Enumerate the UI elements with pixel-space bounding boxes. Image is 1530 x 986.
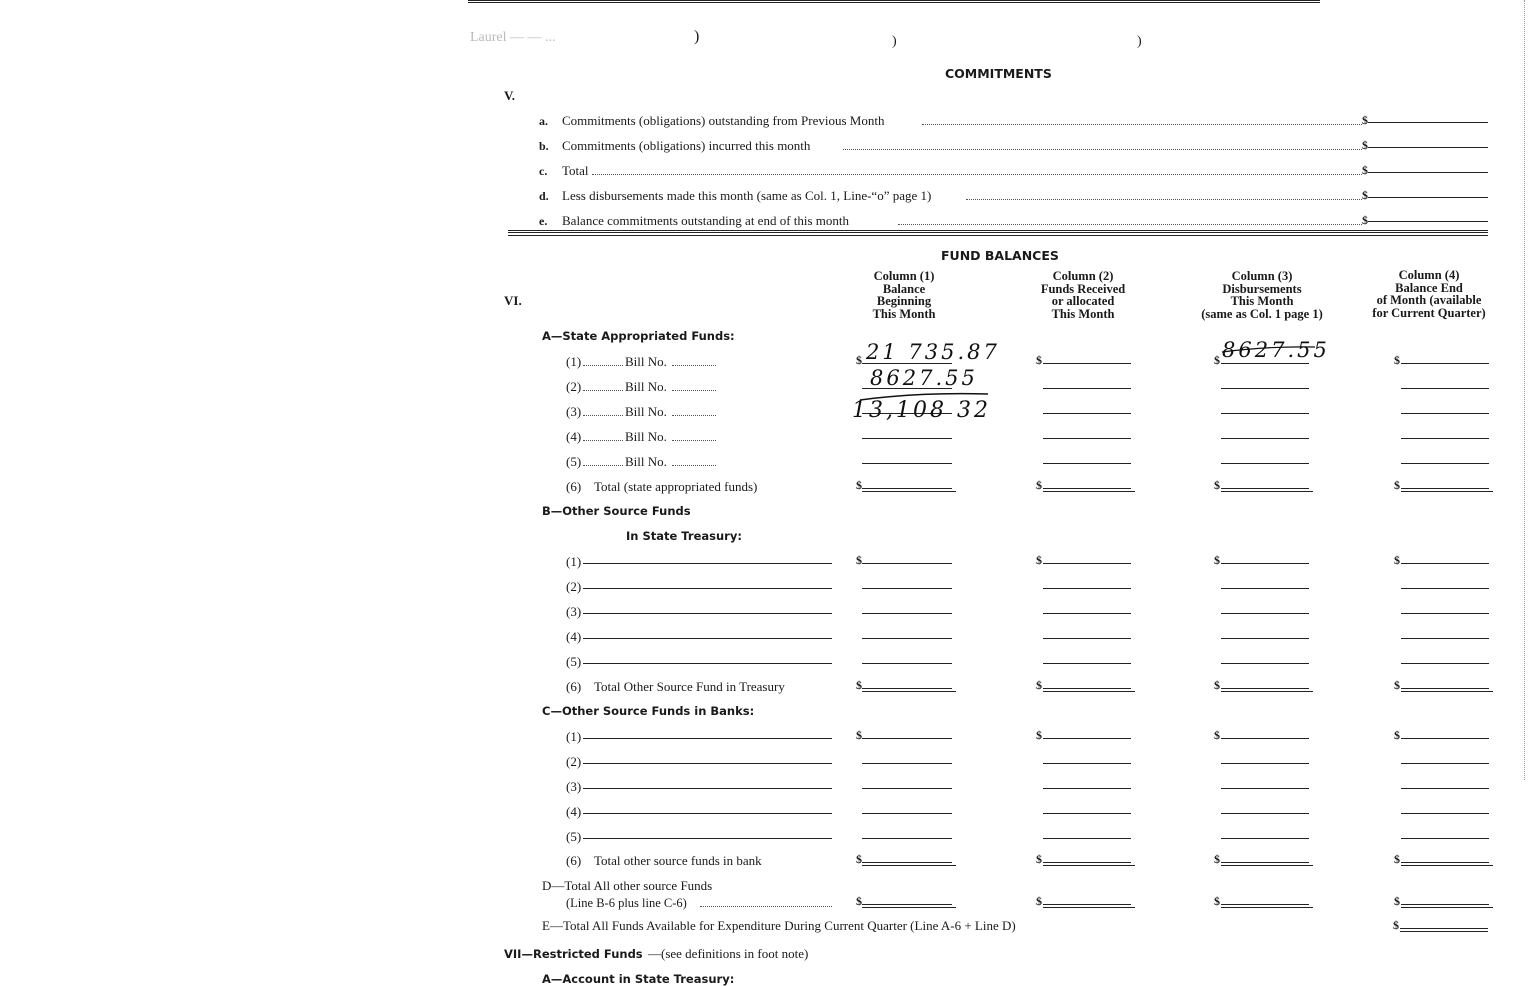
amount-field[interactable] <box>1400 928 1488 929</box>
scan-edge <box>1524 0 1526 780</box>
scan-header-text: Laurel — — ... <box>470 30 556 45</box>
amount-field-col1[interactable] <box>862 563 952 564</box>
row-label: Total (state appropriated funds) <box>594 479 758 494</box>
amount-field-col3[interactable] <box>1221 904 1309 905</box>
amount-field-col1[interactable] <box>862 663 952 664</box>
amount-field-col3[interactable] <box>1221 738 1309 739</box>
dollar-sign: $ <box>1394 678 1400 692</box>
dollar-sign: $ <box>856 353 862 367</box>
dollar-sign: $ <box>1394 553 1400 567</box>
amount-field-col2[interactable] <box>1043 838 1131 839</box>
line-letter: d. <box>539 189 549 203</box>
amount-field-underline <box>862 907 956 908</box>
amount-field-col1[interactable] <box>862 588 952 589</box>
amount-field[interactable] <box>1368 172 1488 173</box>
scan-paren: ) <box>892 34 897 49</box>
row-number: (3) <box>566 779 582 794</box>
amount-field-col2[interactable] <box>1043 738 1131 739</box>
amount-field-col1[interactable] <box>862 613 952 614</box>
dollar-sign: $ <box>1214 553 1220 567</box>
amount-field-underline <box>1043 865 1135 866</box>
amount-field-col4[interactable] <box>1401 363 1489 364</box>
fund-name-field[interactable] <box>583 638 832 639</box>
section-b-title: B—Other Source Funds <box>542 504 691 518</box>
amount-field-col4[interactable] <box>1401 488 1489 489</box>
fund-balances-title: FUND BALANCES <box>941 248 1059 263</box>
amount-field-col2[interactable] <box>1043 563 1131 564</box>
row-number: (6) <box>566 679 582 694</box>
bill-label: Bill No. <box>625 454 667 469</box>
dollar-sign: $ <box>1036 353 1042 367</box>
amount-field-col2[interactable] <box>1043 488 1131 489</box>
amount-field[interactable] <box>1368 197 1488 198</box>
amount-field-underline <box>862 865 956 866</box>
row-number: (4) <box>566 429 582 444</box>
handwritten-a1-col3: 8627.55 <box>1222 338 1330 362</box>
amount-field-col3[interactable] <box>1221 563 1309 564</box>
dollar-sign: $ <box>1393 918 1399 932</box>
amount-field-col2[interactable] <box>1043 663 1131 664</box>
amount-field-col1[interactable] <box>862 763 952 764</box>
row-number: (3) <box>566 404 582 419</box>
amount-field-underline <box>1221 491 1313 492</box>
row-number: (2) <box>566 379 582 394</box>
amount-field[interactable] <box>1368 122 1488 123</box>
amount-field-col4[interactable] <box>1401 663 1489 664</box>
amount-field-underline <box>862 491 956 492</box>
amount-field-col1[interactable] <box>862 463 952 464</box>
row-number: (1) <box>566 354 582 369</box>
amount-field[interactable] <box>1368 147 1488 148</box>
amount-field-col1[interactable] <box>862 838 952 839</box>
amount-field-col3[interactable] <box>1221 813 1309 814</box>
bill-label: Bill No. <box>625 354 667 369</box>
amount-field-col2[interactable] <box>1043 862 1131 863</box>
bill-number-field[interactable] <box>672 440 716 441</box>
bill-number-field[interactable] <box>672 390 716 391</box>
line-text: Commitments (obligations) outstanding from Previous Month <box>562 113 885 128</box>
amount-field-col3[interactable] <box>1221 688 1309 689</box>
amount-field-col4[interactable] <box>1401 862 1489 863</box>
row-label: Total Other Source Fund in Treasury <box>594 679 785 694</box>
dollar-sign: $ <box>1394 353 1400 367</box>
row-blank[interactable] <box>583 415 623 416</box>
amount-field-col1[interactable] <box>862 904 952 905</box>
dollar-sign: $ <box>1394 728 1400 742</box>
amount-field-underline <box>1221 865 1313 866</box>
amount-field-col2[interactable] <box>1043 413 1131 414</box>
dollar-sign: $ <box>1214 678 1220 692</box>
amount-field-col2[interactable] <box>1043 688 1131 689</box>
amount-field-col2[interactable] <box>1043 904 1131 905</box>
amount-field-underline <box>1221 907 1313 908</box>
amount-field-col4[interactable] <box>1401 438 1489 439</box>
amount-field-col2[interactable] <box>1043 388 1131 389</box>
dollar-sign: $ <box>1214 894 1220 908</box>
dollar-sign: $ <box>1394 852 1400 866</box>
row-label-sub: (Line B-6 plus line C-6) <box>566 896 687 910</box>
row-label: Total other source funds in bank <box>594 853 762 868</box>
amount-field-col1[interactable] <box>862 688 952 689</box>
amount-field[interactable] <box>1368 221 1488 222</box>
row-number: (4) <box>566 804 582 819</box>
amount-field-col4[interactable] <box>1401 413 1489 414</box>
amount-field-col3[interactable] <box>1221 613 1309 614</box>
section-divider <box>508 230 1488 233</box>
amount-field-col3[interactable] <box>1221 862 1309 863</box>
dollar-sign: $ <box>856 478 862 492</box>
dollar-sign: $ <box>856 852 862 866</box>
amount-field-col2[interactable] <box>1043 788 1131 789</box>
line-letter: e. <box>539 214 548 228</box>
amount-field-col3[interactable] <box>1221 838 1309 839</box>
row-number: (4) <box>566 629 582 644</box>
amount-field-col3[interactable] <box>1221 438 1309 439</box>
amount-field-col4[interactable] <box>1401 613 1489 614</box>
dollar-sign: $ <box>856 678 862 692</box>
column-header-2: Column (2) Funds Received or allocated This Month <box>1040 269 1126 321</box>
section-vii-a-title: A—Account in State Treasury: <box>542 972 735 986</box>
scan-paren: ) <box>694 28 700 45</box>
scan-paren: ) <box>1137 34 1142 49</box>
dollar-sign: $ <box>1394 478 1400 492</box>
amount-field-col2[interactable] <box>1043 763 1131 764</box>
amount-field-col3[interactable] <box>1221 463 1309 464</box>
line-letter: b. <box>539 139 549 153</box>
fund-name-field[interactable] <box>583 788 832 789</box>
amount-field-underline <box>1401 691 1493 692</box>
handwritten-underline <box>858 390 993 404</box>
amount-field-col3[interactable] <box>1221 788 1309 789</box>
amount-field-col3[interactable] <box>1221 413 1309 414</box>
dollar-sign: $ <box>1214 728 1220 742</box>
section-vii-note: —(see definitions in foot note) <box>648 946 809 961</box>
dollar-sign: $ <box>1036 678 1042 692</box>
amount-field-col1[interactable] <box>862 813 952 814</box>
column-header-4: Column (4) Balance End of Month (available for Current Quarter) <box>1372 268 1486 320</box>
amount-field-col4[interactable] <box>1401 563 1489 564</box>
dollar-sign: $ <box>1214 353 1220 367</box>
line-letter: c. <box>539 164 548 178</box>
dollar-sign: $ <box>1394 894 1400 908</box>
row-number: (6) <box>566 853 582 868</box>
bill-number-field[interactable] <box>672 415 716 416</box>
dollar-sign: $ <box>1036 728 1042 742</box>
dollar-sign: $ <box>1362 138 1368 152</box>
section-divider <box>508 235 1488 236</box>
row-label: D—Total All other source Funds <box>542 878 713 893</box>
dollar-sign: $ <box>856 553 862 567</box>
amount-field-col2[interactable] <box>1043 363 1131 364</box>
row-number: (1) <box>566 554 582 569</box>
bill-label: Bill No. <box>625 379 667 394</box>
fund-name-field[interactable] <box>583 588 832 589</box>
row-blank[interactable] <box>583 365 623 366</box>
dollar-sign: $ <box>1214 852 1220 866</box>
fund-name-field[interactable] <box>583 838 832 839</box>
amount-field-col4[interactable] <box>1401 688 1489 689</box>
amount-field-underline <box>1401 865 1493 866</box>
amount-field-col3[interactable] <box>1221 763 1309 764</box>
amount-field-col1[interactable] <box>862 788 952 789</box>
row-blank[interactable] <box>583 440 623 441</box>
fund-name-field[interactable] <box>583 738 832 739</box>
fund-name-field[interactable] <box>583 563 832 564</box>
bill-label: Bill No. <box>625 404 667 419</box>
section-c-title: C—Other Source Funds in Banks: <box>542 704 755 718</box>
amount-field-col4[interactable] <box>1401 788 1489 789</box>
dollar-sign: $ <box>1362 213 1368 227</box>
handwritten-a1-col1: 21 735.87 <box>866 340 1000 364</box>
amount-field-col4[interactable] <box>1401 904 1489 905</box>
amount-field-col3[interactable] <box>1221 388 1309 389</box>
fund-name-field[interactable] <box>583 663 832 664</box>
amount-field-col2[interactable] <box>1043 463 1131 464</box>
commitments-title: COMMITMENTS <box>945 66 1052 81</box>
bill-label: Bill No. <box>625 429 667 444</box>
top-border-line <box>468 0 1320 3</box>
row-number: (5) <box>566 654 582 669</box>
amount-field-underline <box>1043 691 1135 692</box>
amount-field-col4[interactable] <box>1401 838 1489 839</box>
amount-field-col4[interactable] <box>1401 463 1489 464</box>
amount-field-underline <box>1401 491 1493 492</box>
row-number: (2) <box>566 754 582 769</box>
amount-field-underline <box>1221 691 1313 692</box>
dollar-sign: $ <box>1036 852 1042 866</box>
amount-field-col1[interactable] <box>862 488 952 489</box>
row-number: (2) <box>566 579 582 594</box>
column-header-1: Column (1) Balance Beginning This Month <box>872 269 936 321</box>
dollar-sign: $ <box>1036 478 1042 492</box>
row-number: (6) <box>566 479 582 494</box>
row-number: (5) <box>566 454 582 469</box>
row-blank[interactable] <box>583 390 623 391</box>
section-roman-v: V. <box>504 88 515 103</box>
amount-field-underline <box>862 691 956 692</box>
section-b-subtitle: In State Treasury: <box>626 529 742 543</box>
column-header-3: Column (3) Disbursements This Month (same as Col. 1 page 1) <box>1201 269 1323 321</box>
amount-field-col4[interactable] <box>1401 738 1489 739</box>
line-letter: a. <box>539 114 548 128</box>
amount-field-col4[interactable] <box>1401 588 1489 589</box>
row-blank[interactable] <box>583 465 623 466</box>
amount-field-col4[interactable] <box>1401 388 1489 389</box>
fund-name-field[interactable] <box>583 813 832 814</box>
amount-field-col1[interactable] <box>862 638 952 639</box>
amount-field-col1[interactable] <box>862 862 952 863</box>
amount-field-col3[interactable] <box>1221 363 1309 364</box>
amount-field-underline <box>1043 907 1135 908</box>
handwritten-a3-col1: 13,108 32 <box>852 398 991 423</box>
amount-field-col4[interactable] <box>1401 813 1489 814</box>
dollar-sign: $ <box>1036 894 1042 908</box>
dollar-sign: $ <box>1036 553 1042 567</box>
dollar-sign: $ <box>856 728 862 742</box>
dollar-sign: $ <box>1362 163 1368 177</box>
dollar-sign: $ <box>1214 478 1220 492</box>
amount-field-col3[interactable] <box>1221 663 1309 664</box>
section-a-title: A—State Appropriated Funds: <box>542 329 735 343</box>
line-text: Less disbursements made this month (same as Col. 1, Line-“o” page 1) <box>562 188 932 203</box>
amount-field-col2[interactable] <box>1043 638 1131 639</box>
bill-number-field[interactable] <box>672 365 716 366</box>
handwritten-overline <box>1220 346 1320 354</box>
amount-field-underline <box>1043 491 1135 492</box>
amount-field-col2[interactable] <box>1043 613 1131 614</box>
amount-field-col2[interactable] <box>1043 438 1131 439</box>
section-vii-label: VII—Restricted Funds <box>504 947 643 961</box>
dollar-sign: $ <box>1362 113 1368 127</box>
row-number: (3) <box>566 604 582 619</box>
amount-field-col2[interactable] <box>1043 813 1131 814</box>
amount-field-col1[interactable] <box>862 438 952 439</box>
amount-field-col4[interactable] <box>1401 638 1489 639</box>
line-text: Balance commitments outstanding at end of this month <box>562 213 850 228</box>
amount-field-col2[interactable] <box>1043 588 1131 589</box>
amount-field-col3[interactable] <box>1221 488 1309 489</box>
fund-name-field[interactable] <box>583 613 832 614</box>
amount-field-col3[interactable] <box>1221 638 1309 639</box>
bill-number-field[interactable] <box>672 465 716 466</box>
amount-field-col1[interactable] <box>862 738 952 739</box>
row-label: E—Total All Funds Available for Expenditure During Current Quarter (Line A-6 + Line D) <box>542 918 1016 933</box>
section-roman-vi: VI. <box>504 293 522 308</box>
amount-field-col3[interactable] <box>1221 588 1309 589</box>
handwritten-a2-col1: 8627.55 <box>870 366 978 390</box>
amount-field-double <box>1400 931 1488 932</box>
amount-field-col4[interactable] <box>1401 763 1489 764</box>
dollar-sign: $ <box>856 894 862 908</box>
row-number: (1) <box>566 729 582 744</box>
amount-field-underline <box>1401 907 1493 908</box>
row-number: (5) <box>566 829 582 844</box>
dollar-sign: $ <box>1362 188 1368 202</box>
fund-name-field[interactable] <box>583 763 832 764</box>
line-text: Commitments (obligations) incurred this month <box>562 138 811 153</box>
line-text: Total <box>562 163 589 178</box>
